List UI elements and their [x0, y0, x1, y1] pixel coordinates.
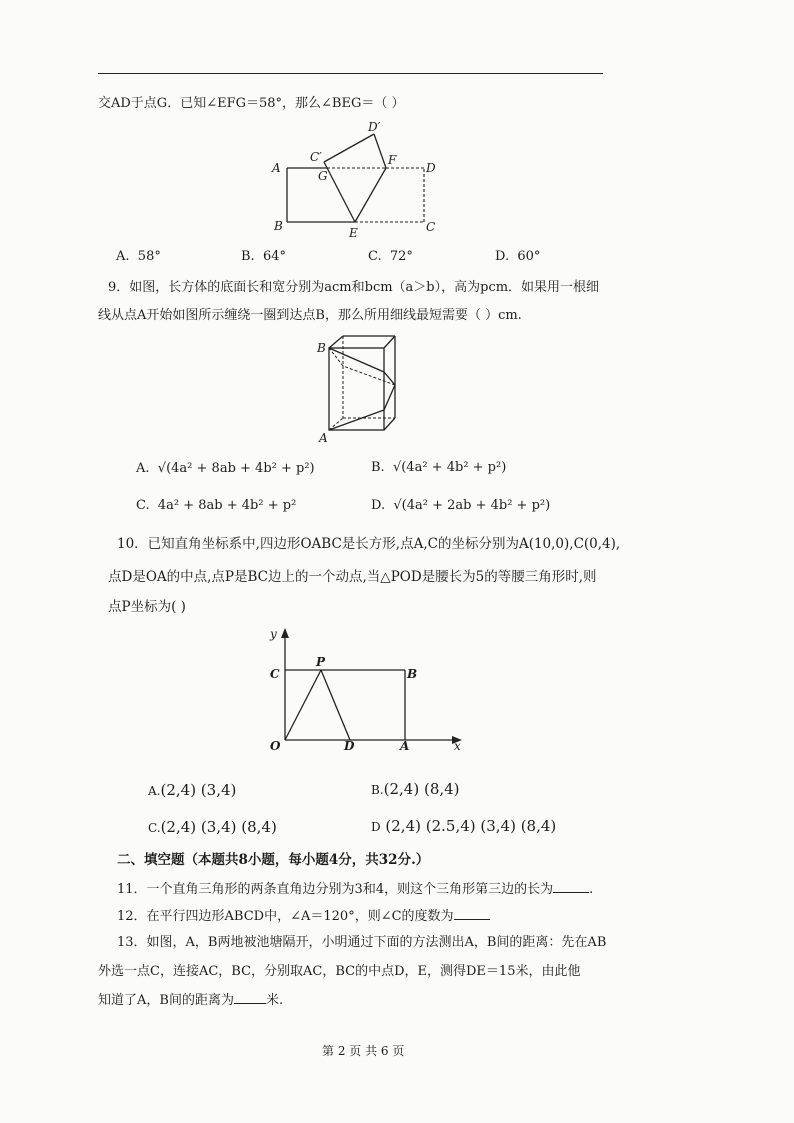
q8-option-b: B. 64° — [241, 249, 286, 264]
q10-label-x: x — [454, 739, 461, 752]
q9-figure — [315, 330, 410, 445]
q8-label-dp: D′ — [368, 120, 381, 134]
page-footer: 第 2 页 共 6 页 — [322, 1044, 405, 1058]
q10-option-a: A.(2,4) (3,4) — [148, 781, 237, 799]
q9-option-d: D. √(4a² + 2ab + 4b² + p²) — [371, 498, 551, 513]
q11-answer-blank — [553, 880, 589, 893]
q8-figure — [260, 118, 460, 243]
q10-edge-op — [285, 670, 321, 740]
q10-line-2: 点D是OA的中点,点P是BC边上的一个动点,当△POD是腰长为5的等腰三角形时,则 — [108, 569, 597, 585]
q8-label-cp: C′ — [310, 150, 322, 164]
q10-y-arrow — [281, 628, 289, 638]
q11-text: 11．一个直角三角形的两条直角边分别为3和4，则这个三角形第三边的长为 . — [117, 882, 594, 897]
q10-line-3: 点P坐标为( ) — [108, 599, 186, 615]
q10-label-y: y — [270, 627, 277, 641]
q10-label-c: C — [270, 667, 280, 681]
q10-option-c: C.(2,4) (3,4) (8,4) — [148, 818, 277, 836]
q10-option-d: D (2,4) (2.5,4) (3,4) (8,4) — [371, 817, 557, 835]
q13-line-2: 外选一点C，连接AC，BC，分别取AC，BC的中点D，E，测得DE＝15米，由此他 — [98, 964, 581, 979]
q12-answer-blank — [454, 907, 490, 920]
q10-label-d: D — [344, 739, 355, 752]
q8-label-d: D — [426, 161, 436, 175]
q9-label-a: A — [319, 431, 328, 445]
q13-line-3: 知道了A，B间的距离为 米. — [98, 993, 284, 1008]
q9-string-front-up — [329, 348, 384, 372]
q10-figure — [262, 622, 472, 752]
q8-edge-ce — [324, 162, 355, 222]
q9-line-2: 线从点A开始如图所示缠绕一圈到达点B，那么所用细线最短需要（ ）cm. — [98, 308, 522, 323]
q9-option-b: B. √(4a² + 4b² + p²) — [371, 460, 507, 475]
q8-label-g: G — [318, 169, 328, 183]
q10-label-b: B — [407, 667, 418, 681]
q8-label-a: A — [272, 161, 281, 175]
section-2-title: 二、填空题（本题共8小题，每小题4分，共32分.） — [117, 852, 430, 868]
q10-edge-pd — [321, 670, 350, 740]
q8-edge-df — [374, 134, 386, 168]
q9-line-1: 9．如图，长方体的底面长和宽分别为acm和bcm（a＞b），高为pcm．如果用一根细 — [108, 280, 600, 295]
q9-string-side-low — [384, 385, 395, 410]
q8-edge-ef — [355, 168, 386, 222]
q8-label-f: F — [388, 153, 397, 167]
q9-option-c: C. 4a² + 8ab + 4b² + p² — [136, 498, 297, 513]
q12-text: 12．在平行四边形ABCD中，∠A＝120°，则∠C的度数为 — [117, 907, 490, 926]
q10-label-o: O — [270, 739, 281, 752]
q8-option-a: A. 58° — [116, 249, 161, 264]
header-rule — [98, 73, 603, 74]
q9-string-front-low — [329, 410, 384, 430]
q13-answer-blank — [234, 991, 266, 1004]
q9-option-a: A. √(4a² + 8ab + 4b² + p²) — [136, 461, 315, 476]
q8-label-e: E — [349, 226, 358, 240]
q8-option-d: D. 60° — [495, 249, 541, 264]
q10-label-a: A — [400, 739, 410, 752]
q10-label-p: P — [316, 655, 326, 669]
q8-option-c: C. 72° — [368, 249, 413, 264]
q10-option-b: B.(2,4) (8,4) — [371, 780, 460, 798]
q8-stem: 交AD于点G．已知∠EFG＝58°，那么∠BEG＝（ ） — [98, 96, 405, 111]
q8-label-b: B — [274, 219, 283, 233]
q9-label-b: B — [317, 341, 326, 355]
q8-edge-cd-fold — [324, 134, 374, 162]
q10-line-1: 10．已知直角坐标系中,四边形OABC是长方形,点A,C的坐标分别为A(10,0),C(0,4), — [117, 536, 621, 552]
q8-label-c: C — [426, 220, 436, 234]
q13-line-1: 13．如图，A，B两地被池塘隔开，小明通过下面的方法测出A，B间的距离：先在AB — [117, 935, 607, 950]
